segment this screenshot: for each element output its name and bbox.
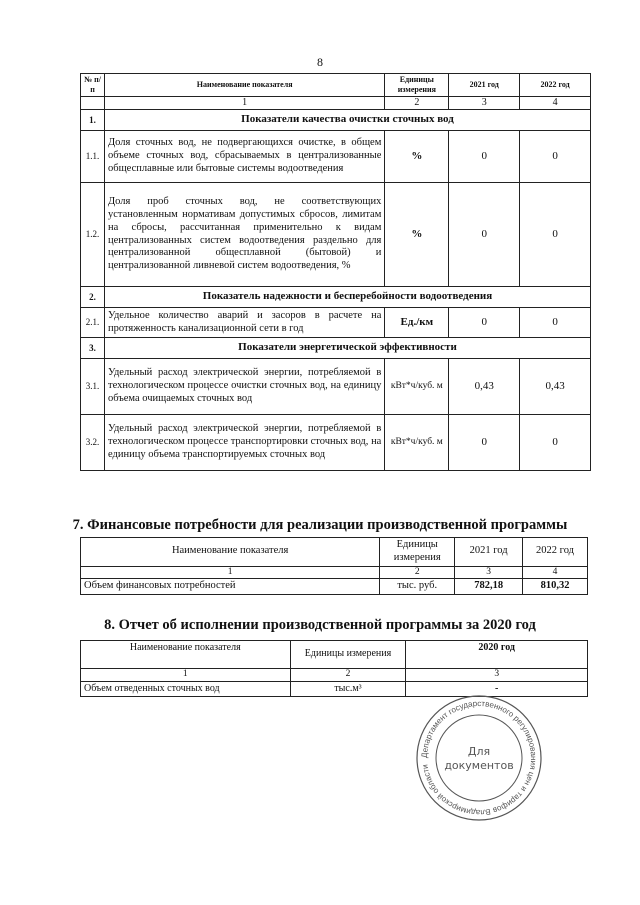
column-numbers-row [81,669,588,682]
row-number: 1.2. [81,183,105,287]
section-row [81,287,591,308]
header-row [81,538,588,567]
stamp-center-line2: документов [444,759,514,772]
table-row [81,308,591,338]
column-numbers-row [81,566,588,579]
col-num-header: № п/п [81,74,105,97]
table-row [81,579,588,595]
table-row [81,183,591,287]
col-number: 2 [385,97,449,110]
col-2020-header: 2020 год [406,641,588,669]
value-2022: 0,43 [520,359,591,415]
col-number: 1 [81,566,380,579]
value-2022: 0 [520,131,591,183]
table-row [81,415,591,471]
col-number: 4 [523,566,588,579]
value-2022: 810,32 [523,579,588,595]
official-stamp [414,693,544,823]
table-row [81,131,591,183]
value-2022: 0 [520,183,591,287]
col-name-header: Наименование показателя [104,74,384,97]
col-number: 3 [449,97,520,110]
value-2021: 0 [449,308,520,338]
header-row [81,74,591,97]
table-row [81,359,591,415]
unit-cell: Ед./км [385,308,449,338]
section-title: Показатель надежности и бесперебойности водоотведения [104,287,590,308]
col-number: 3 [406,669,588,682]
col-unit-header: Единицы измерения [290,641,406,669]
column-numbers-row [81,97,591,110]
col-2021-header: 2021 год [455,538,523,567]
row-number: 1.1. [81,131,105,183]
header-row [81,641,588,669]
value-2021: 0 [449,131,520,183]
value-2020: - [406,681,588,696]
unit-cell: тыс. руб. [380,579,455,595]
unit-cell: % [385,183,449,287]
section7-heading: 7. Финансовые потребности для реализации производственной программы [72,517,568,533]
col-name-header: Наименование показателя [81,538,380,567]
page-number: 8 [317,55,323,69]
value-2022: 0 [520,308,591,338]
indicator-name: Доля сточных вод, не подвергающихся очистке, в общем объеме сточных вод, сбрасываемых в централизованные общесплавные или бытовые системы водоотведения [104,131,384,183]
section-number: 2. [81,287,105,308]
col-name-header: Наименование показателя [81,641,291,669]
col-number: 1 [104,97,384,110]
indicator-name: Доля проб сточных вод, не соответствующих установленным нормативам допустимых сбросов, лимитам на сбросы, рассчитанная применительно к видам централизованных систем водоотведения раздельно для централизованной общесплавной (бытовой) и централизованной ливневой систем водоотведения, % [104,183,384,287]
col-number: 4 [520,97,591,110]
section-row [81,338,591,359]
indicator-name: Удельный расход электрической энергии, потребляемой в технологическом процессе очистки сточных вод, на единицу объема очищаемых сточных вод [104,359,384,415]
unit-cell: % [385,131,449,183]
unit-cell: кВт*ч/куб. м [385,415,449,471]
value-2021: 0,43 [449,359,520,415]
financial-needs-table [80,537,588,595]
indicator-name: Удельный расход электрической энергии, потребляемой в технологическом процессе транспортировки сточных вод, на единицу объема транспортируемых сточных вод [104,415,384,471]
section-title: Показатели энергетической эффективности [104,338,590,359]
col-2022-header: 2022 год [523,538,588,567]
value-2021: 0 [449,183,520,287]
col-unit-header: Единицы измерения [380,538,455,567]
row-number: 3.1. [81,359,105,415]
col-number: 2 [290,669,406,682]
col-number: 2 [380,566,455,579]
col-number: 3 [455,566,523,579]
svg-text:Департамент государственного р [420,699,538,817]
section-number: 3. [81,338,105,359]
row-number: 2.1. [81,308,105,338]
value-2022: 0 [520,415,591,471]
unit-cell: тыс.м³ [290,681,406,696]
col-number: 1 [81,669,291,682]
section-row [81,110,591,131]
indicators-table [80,73,591,471]
row-number: 3.2. [81,415,105,471]
indicator-name: Объем финансовых потребностей [81,579,380,595]
unit-cell: кВт*ч/куб. м [385,359,449,415]
section8-heading: 8. Отчет об исполнении производственной программы за 2020 год [104,617,536,633]
program-report-table [80,640,588,697]
indicator-name: Удельное количество аварий и засоров в расчете на протяженность канализационной сети в год [104,308,384,338]
indicator-name: Объем отведенных сточных вод [81,681,291,696]
stamp-ring-text: Департамент государственного регулирования цен и тарифов Владимирской области [419,698,539,818]
stamp-center-line1: Для [467,745,491,758]
col-unit-header: Единицы измерения [385,74,449,97]
value-2021: 0 [449,415,520,471]
col-2021-header: 2021 год [449,74,520,97]
section-title: Показатели качества очистки сточных вод [104,110,590,131]
col-2022-header: 2022 год [520,74,591,97]
value-2021: 782,18 [455,579,523,595]
section-number: 1. [81,110,105,131]
